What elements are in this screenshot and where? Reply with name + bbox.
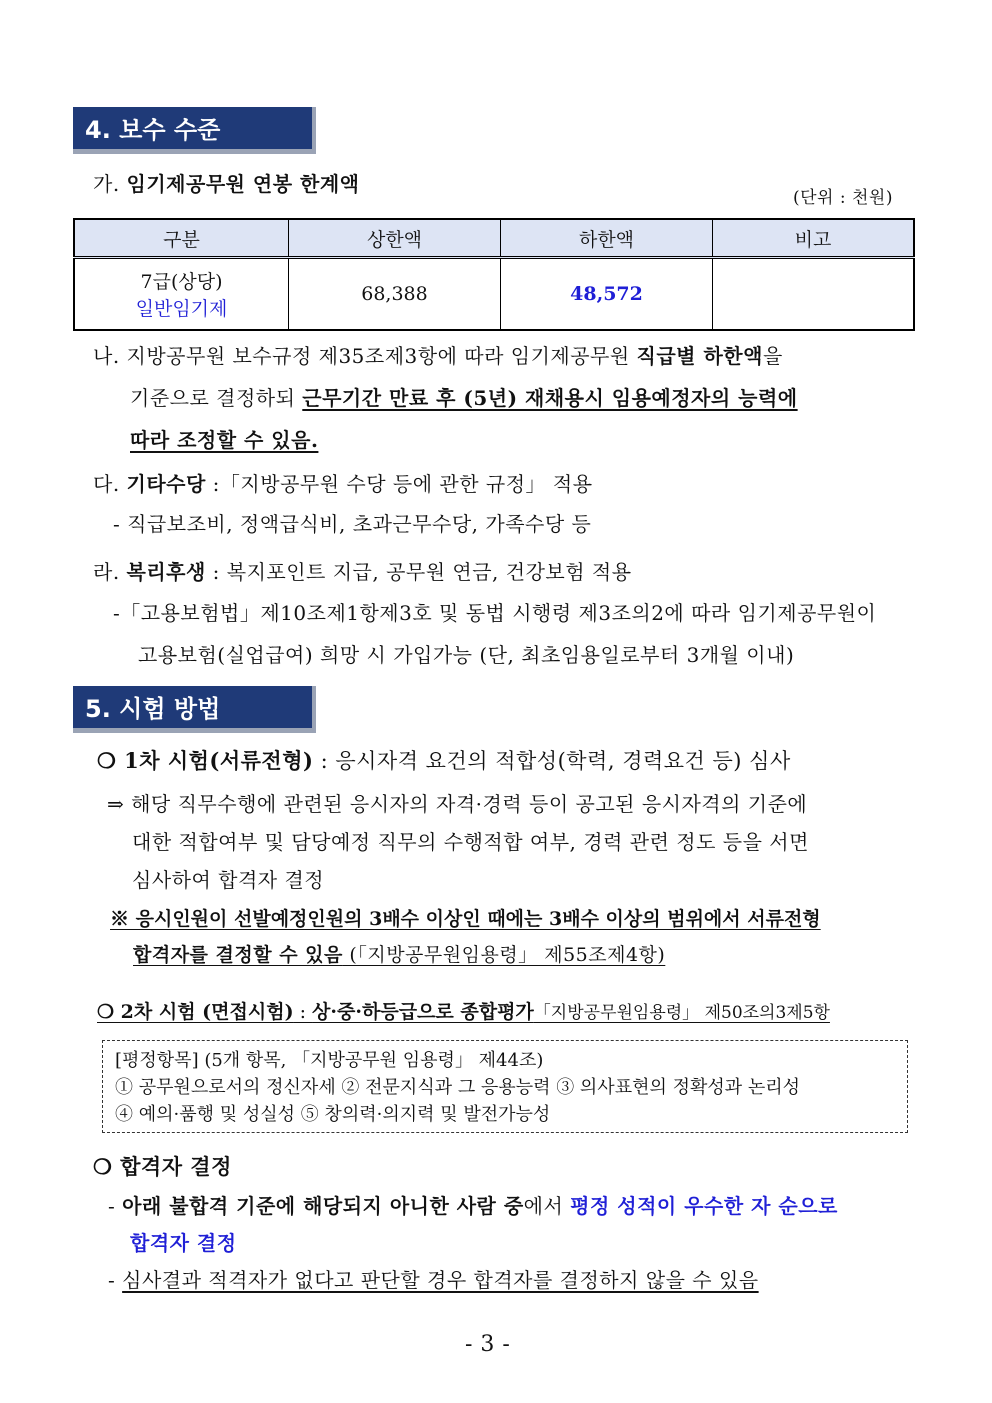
first-exam-title: ❍ 1차 시험(서류전형) bbox=[97, 748, 314, 773]
pass-line-2 bbox=[108, 1264, 759, 1293]
section-4-title: 4. 보수 수준 bbox=[73, 107, 316, 154]
second-exam-title: ❍ 2차 시험 (면접시험) bbox=[97, 1001, 294, 1023]
da-line bbox=[93, 468, 593, 497]
na-line-2 bbox=[130, 382, 798, 411]
pass1-text: 에서 bbox=[523, 1194, 571, 1218]
header-lower: 하한액 bbox=[501, 219, 713, 258]
header-upper: 상한액 bbox=[289, 219, 501, 258]
da-prefix: 다. bbox=[93, 472, 127, 496]
note-line-1: ※ 응시인원이 선발예정인원의 3배수 이상인 때에는 3배수 이상의 범위에서 서류전형 bbox=[110, 908, 821, 930]
cell-upper: 68,388 bbox=[289, 258, 501, 331]
header-category: 구분 bbox=[74, 219, 289, 258]
ra-bold: 복리후생 bbox=[126, 560, 206, 584]
na-line-1 bbox=[93, 340, 783, 369]
pass1-blue: 평정 성적이 우수한 자 순으로 bbox=[570, 1194, 838, 1218]
ra-sub-2: 고용보험(실업급여) 희망 시 가입가능 (단, 최초임용일로부터 3개월 이내) bbox=[138, 643, 795, 667]
pass-line-1 bbox=[108, 1190, 838, 1219]
box-items-1: ① 공무원으로서의 정신자세 ② 전문지식과 그 응용능력 ③ 의사표현의 정확성과 논리성 bbox=[115, 1077, 801, 1098]
second-exam-line bbox=[97, 997, 830, 1024]
cell-note bbox=[713, 258, 915, 331]
first-sub-2: 대한 적합여부 및 담당예정 직무의 수행적합 여부, 경력 관련 정도 등을 서면 bbox=[132, 830, 809, 854]
ra-text: : 복지포인트 지급, 공무원 연금, 건강보험 적용 bbox=[205, 560, 632, 584]
note2-bold: 합격자를 결정할 수 있음 bbox=[133, 944, 343, 966]
da-sub: - 직급보조비, 정액급식비, 초과근무수당, 가족수당 등 bbox=[113, 512, 592, 536]
cell-grade bbox=[74, 258, 289, 331]
na-bold: 직급별 하한액 bbox=[636, 344, 763, 368]
ra-line bbox=[93, 556, 632, 585]
type-text: 일반임기제 bbox=[135, 298, 228, 320]
ra-prefix: 라. bbox=[93, 560, 127, 584]
cell-lower: 48,572 bbox=[501, 258, 713, 331]
pass1-dash: - bbox=[108, 1194, 123, 1218]
ra-sub-1: -「고용보험법」제10조제1항제3호 및 동법 시행령 제3조의2에 따라 임기제공무원이 bbox=[113, 601, 877, 625]
pass-line-1b: 합격자 결정 bbox=[130, 1231, 237, 1255]
ga-title: 임기제공무원 연봉 한계액 bbox=[126, 172, 360, 196]
second-eval: 상·중·하등급으로 종합평가 bbox=[312, 1001, 534, 1023]
na-line-3: 따라 조정할 수 있음. bbox=[130, 428, 319, 452]
first-sub-1: ⇒ 해당 직무수행에 관련된 응시자의 자격·경력 등이 공고된 응시자격의 기준에 bbox=[107, 792, 808, 816]
pass2-text: 심사결과 적격자가 없다고 판단할 경우 합격자를 결정하지 않을 수 있음 bbox=[122, 1268, 759, 1292]
na2-text: 기준으로 결정하되 bbox=[130, 386, 303, 410]
section-5-title: 5. 시험 방법 bbox=[73, 686, 316, 733]
evaluation-items-box bbox=[102, 1040, 908, 1133]
na-suffix: 을 bbox=[762, 344, 783, 368]
first-exam-text: : 응시자격 요건의 적합성(학력, 경력요건 등) 심사 bbox=[313, 749, 791, 773]
second-ref: 「지방공무원임용령」 제50조의3제5항 bbox=[533, 1003, 830, 1023]
page-number: - 3 - bbox=[465, 1332, 511, 1357]
da-bold: 기타수당 bbox=[126, 472, 206, 496]
box-items-2: ④ 예의·품행 및 성실성 ⑤ 창의력·의지력 및 발전가능성 bbox=[115, 1104, 551, 1125]
box-title: [평정항목] (5개 항목, 「지방공무원 임용령」 제44조) bbox=[115, 1050, 544, 1071]
subsection-ga bbox=[93, 168, 360, 197]
table-header-row bbox=[74, 219, 914, 258]
na2-underlined: 근무기간 만료 후 (5년) 재채용시 임용예정자의 능력에 bbox=[302, 386, 798, 410]
pass-title: ❍ 합격자 결정 bbox=[93, 1154, 232, 1179]
unit-label: (단위 : 천원) bbox=[793, 188, 893, 208]
header-note: 비고 bbox=[713, 219, 915, 258]
note2-ref: (「지방공무원임용령」 제55조제4항) bbox=[342, 944, 666, 966]
pass1-bold: 아래 불합격 기준에 해당되지 아니한 사람 중 bbox=[122, 1194, 524, 1218]
na-text: 나. 지방공무원 보수규정 제35조제3항에 따라 임기제공무원 bbox=[93, 344, 637, 368]
note-line-2 bbox=[133, 940, 665, 967]
ga-prefix: 가. bbox=[93, 172, 120, 196]
table-row bbox=[74, 258, 914, 331]
salary-table bbox=[73, 218, 915, 331]
first-sub-3: 심사하여 합격자 결정 bbox=[132, 868, 325, 892]
first-exam-line bbox=[97, 745, 791, 775]
second-sep: : bbox=[293, 1001, 313, 1023]
pass2-dash: - bbox=[108, 1268, 123, 1292]
grade-text: 7급(상당) bbox=[140, 271, 223, 293]
da-text: :「지방공무원 수당 등에 관한 규정」 적용 bbox=[205, 472, 593, 496]
